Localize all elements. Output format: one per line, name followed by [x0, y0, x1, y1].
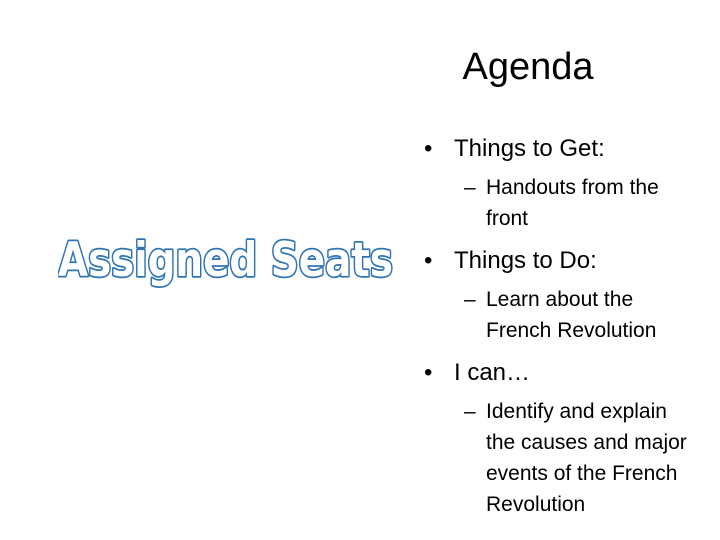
wordart-text: Assigned Seats — [58, 233, 393, 288]
bullet-marker: • — [424, 135, 433, 162]
agenda-list — [424, 0, 714, 540]
bullet-i-can — [424, 358, 530, 388]
sub-item-handouts — [464, 172, 714, 234]
bullet-label: Things to Do: — [454, 247, 597, 274]
bullet-marker: • — [424, 359, 433, 386]
sub-item-text: Handouts from the front — [486, 176, 659, 230]
sub-item-text: Identify and explain the causes and major events of the French Revolution — [486, 400, 687, 516]
bullet-things-to-get — [424, 134, 605, 164]
sub-item-learn — [464, 284, 714, 346]
bullet-things-to-do — [424, 246, 597, 276]
assigned-seats-wordart — [58, 226, 408, 296]
slide-title: Agenda — [462, 46, 594, 88]
bullet-label: I can… — [454, 359, 531, 386]
sub-marker: – — [464, 400, 476, 423]
sub-item-identify — [464, 396, 714, 520]
sub-marker: – — [464, 176, 476, 199]
bullet-marker: • — [424, 247, 433, 274]
bullet-label: Things to Get: — [454, 135, 605, 162]
sub-marker: – — [464, 288, 476, 311]
sub-item-text: Learn about the French Revolution — [486, 288, 657, 342]
